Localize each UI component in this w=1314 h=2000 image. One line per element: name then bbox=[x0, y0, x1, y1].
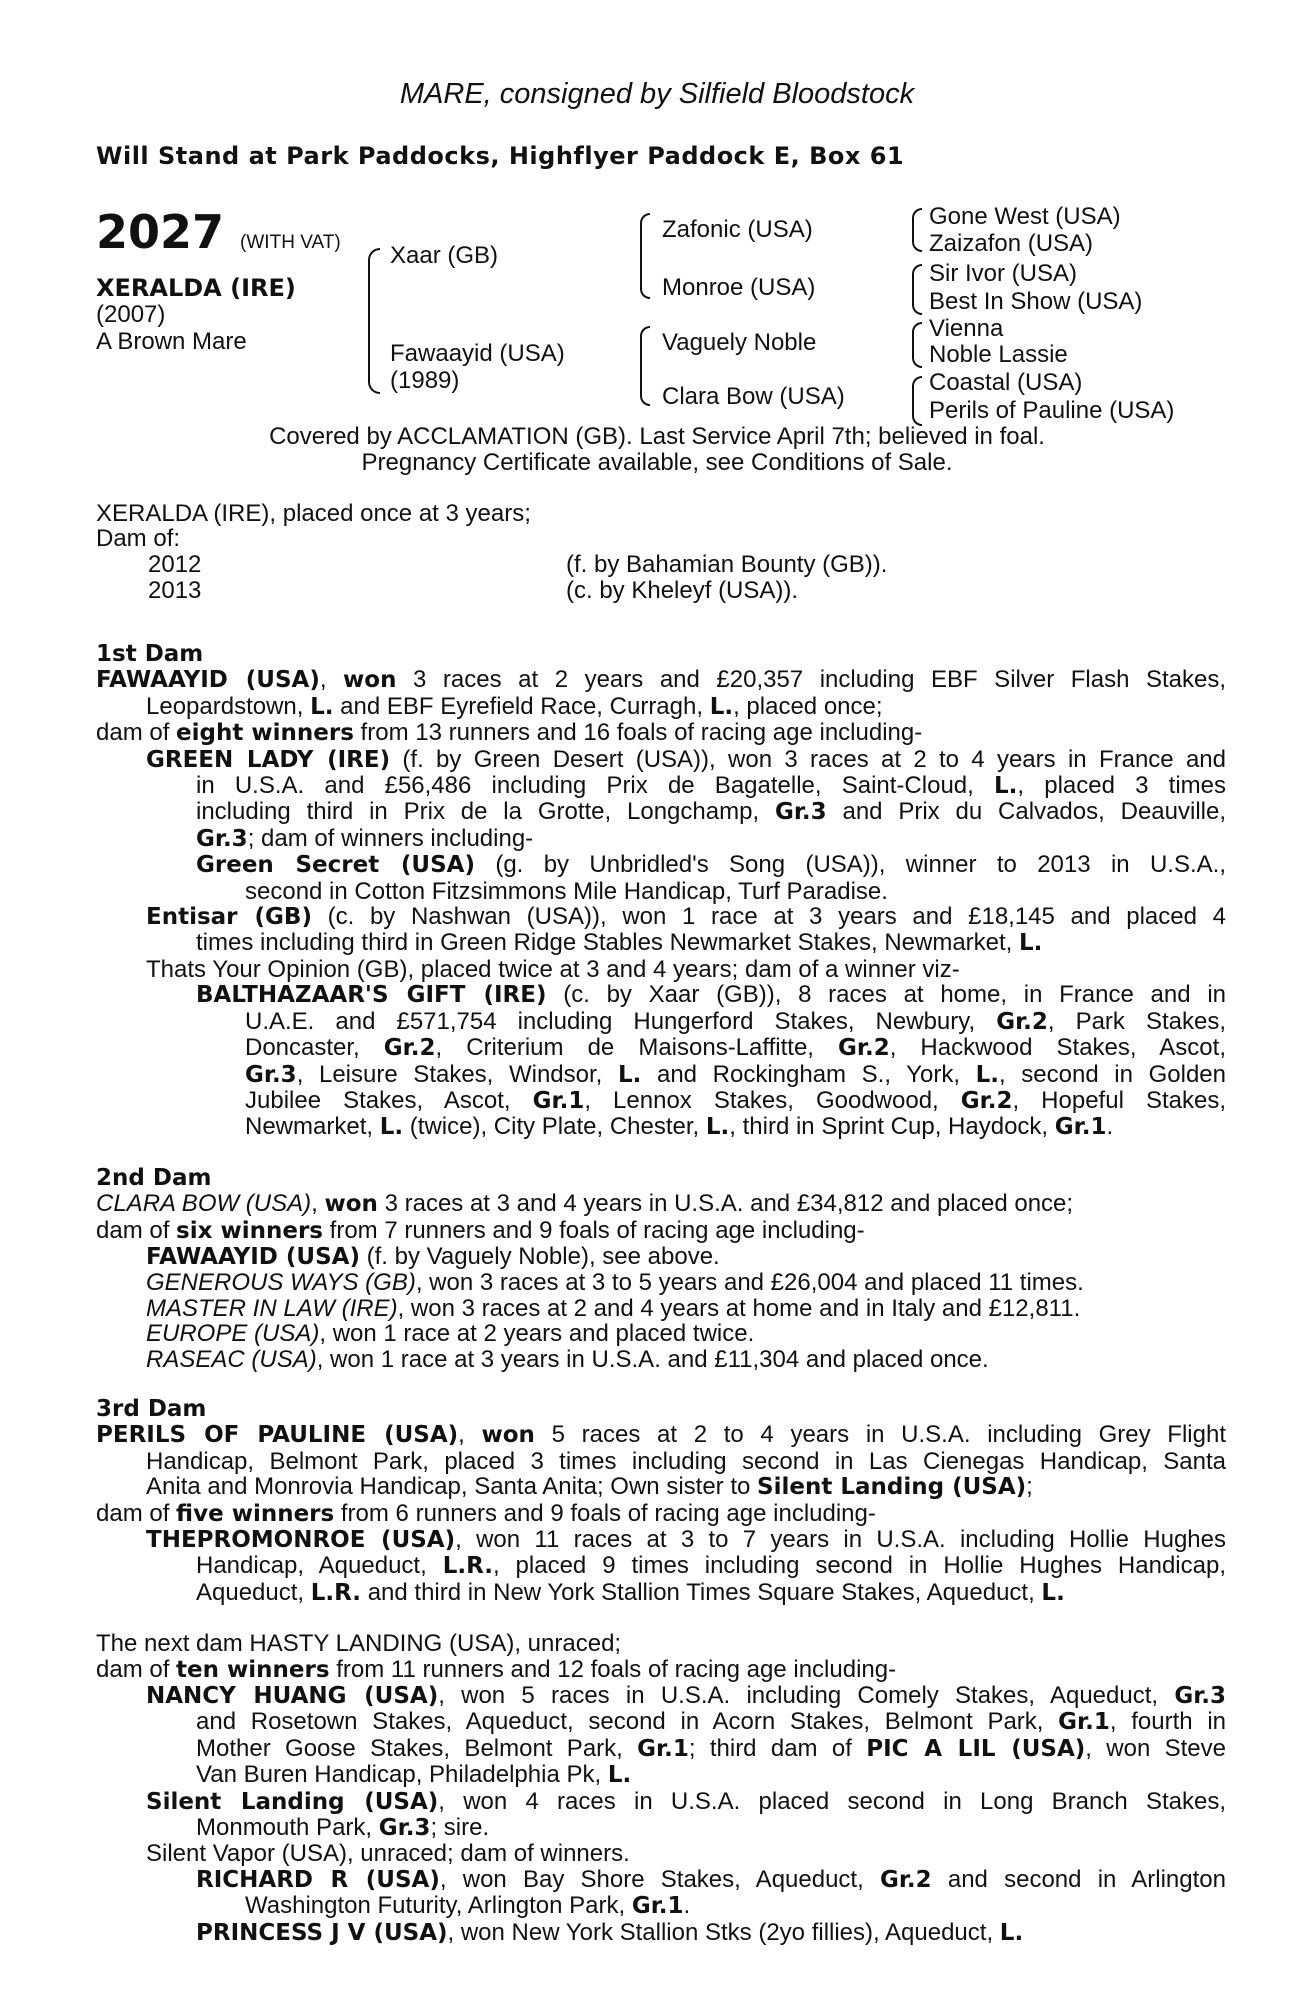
covered-by: Covered by ACCLAMATION (GB). Last Service April 7th; believed in foal. bbox=[269, 423, 1045, 450]
nextdam-line: dam of ten winners from 11 runners and 12 foals of racing age including- bbox=[96, 1655, 897, 1683]
pedigree-dam-sire: Vaguely Noble bbox=[662, 329, 817, 356]
progeny-line: GREEN LADY (IRE) (f. by Green Desert (USA)), won 3 races at 2 to 4 years in France and bbox=[146, 745, 1226, 773]
horse-name: XERALDA (IRE) bbox=[96, 274, 296, 302]
pregnancy-note: Pregnancy Certificate available, see Conditions of Sale. bbox=[361, 449, 953, 476]
pedigree-g6: Noble Lassie bbox=[929, 341, 1068, 368]
progeny-line: THEPROMONROE (USA), won 11 races at 3 to 7 years in U.S.A. including Hollie Hughes bbox=[146, 1526, 1226, 1553]
dam2-heading: 2nd Dam bbox=[96, 1164, 212, 1191]
progeny-line: Thats Your Opinion (GB), placed twice at 3 and 4 years; dam of a winner viz- bbox=[146, 955, 960, 983]
progeny-line: Green Secret (USA) (g. by Unbridled's Song (USA)), winner to 2013 in U.S.A., bbox=[196, 851, 1226, 879]
progeny-line: and Rosetown Stakes, Aqueduct, second in Acorn Stakes, Belmont Park, Gr.1, fourth in bbox=[196, 1708, 1226, 1736]
progeny-line: Gr.3, Leisure Stakes, Windsor, L. and Rockingham S., York, L., second in Golden bbox=[245, 1060, 1226, 1088]
pedigree-sire-sire: Zafonic (USA) bbox=[662, 216, 813, 243]
family-text bbox=[96, 642, 1226, 1946]
progeny-line: Jubilee Stakes, Ascot, Gr.1, Lennox Stakes, Goodwood, Gr.2, Hopeful Stakes, bbox=[245, 1086, 1226, 1114]
dam3-line: Anita and Monrovia Handicap, Santa Anita; Own sister to Silent Landing (USA); bbox=[146, 1473, 1033, 1501]
progeny-line: including third in Prix de la Grotte, Longchamp, Gr.3 and Prix du Calvados, Deauville, bbox=[196, 798, 1226, 826]
dam1-line: Leopardstown, L. and EBF Eyrefield Race, Curragh, L., placed once; bbox=[146, 692, 883, 720]
progeny-line: PRINCESS J V (USA), won New York Stallion Stks (2yo fillies), Aqueduct, L. bbox=[196, 1918, 1024, 1946]
dam3-line: Handicap, Belmont Park, placed 3 times including second in Las Cienegas Handicap, Santa bbox=[146, 1447, 1226, 1475]
pedigree-g8: Perils of Pauline (USA) bbox=[929, 397, 1175, 424]
progeny-line: RICHARD R (USA), won Bay Shore Stakes, Aqueduct, Gr.2 and second in Arlington bbox=[196, 1865, 1226, 1893]
pedigree-g5: Vienna bbox=[929, 315, 1004, 342]
progeny-line: Monmouth Park, Gr.3; sire. bbox=[196, 1814, 490, 1842]
progeny-line: U.A.E. and £571,754 including Hungerford Stakes, Newbury, Gr.2, Park Stakes, bbox=[245, 1007, 1227, 1035]
dam2-line: CLARA BOW (USA), won 3 races at 3 and 4 years in U.S.A. and £34,812 and placed once; bbox=[96, 1190, 1074, 1218]
progeny-line: Mother Goose Stakes, Belmont Park, Gr.1; third dam of PIC A LIL (USA), won Steve bbox=[196, 1734, 1227, 1762]
pedigree-sire: Xaar (GB) bbox=[390, 242, 499, 269]
pedigree-dam-year: (1989) bbox=[390, 367, 460, 394]
vat-note: (WITH VAT) bbox=[240, 232, 341, 253]
dam2-line: dam of six winners from 7 runners and 9 foals of racing age including- bbox=[96, 1216, 865, 1244]
horse-description: A Brown Mare bbox=[96, 328, 247, 355]
progeny-line: BALTHAZAAR'S GIFT (IRE) (c. by Xaar (GB)), 8 races at home, in France and in bbox=[196, 981, 1227, 1009]
nextdam-line: The next dam HASTY LANDING (USA), unraced; bbox=[96, 1630, 622, 1658]
section-gap bbox=[96, 1606, 1226, 1631]
pedigree-bracket bbox=[368, 248, 380, 394]
pedigree-g2: Zaizafon (USA) bbox=[929, 230, 1094, 257]
sire-line-bracket bbox=[640, 213, 650, 299]
horse-year: (2007) bbox=[96, 301, 166, 328]
pedigree-dam: Fawaayid (USA) bbox=[390, 340, 565, 367]
progeny-line: Van Buren Handicap, Philadelphia Pk, L. bbox=[196, 1761, 632, 1789]
progeny-line: times including third in Green Ridge Stables Newmarket Stakes, Newmarket, L. bbox=[196, 929, 1043, 957]
dam3-line: dam of five winners from 6 runners and 9 foals of racing age including- bbox=[96, 1499, 876, 1527]
g1-bracket bbox=[912, 208, 922, 252]
foal-detail-1: (f. by Bahamian Bounty (GB)). bbox=[566, 551, 888, 578]
progeny-line: RASEAC (USA), won 1 race at 3 years in U.S.A. and £11,304 and placed once. bbox=[146, 1345, 989, 1373]
intro-line: XERALDA (IRE), placed once at 3 years; bbox=[96, 500, 531, 527]
progeny-line: FAWAAYID (USA) (f. by Vaguely Noble), see above. bbox=[146, 1242, 720, 1270]
progeny-line: Washington Futurity, Arlington Park, Gr.1. bbox=[245, 1892, 691, 1920]
dam1-heading: 1st Dam bbox=[96, 641, 204, 667]
lot-price bbox=[96, 205, 341, 259]
progeny-line: Gr.3; dam of winners including- bbox=[196, 824, 534, 852]
g3-bracket bbox=[912, 322, 922, 368]
progeny-line: GENEROUS WAYS (GB), won 3 races at 3 to 5 years and £26,004 and placed 11 times. bbox=[146, 1269, 1084, 1297]
pedigree-g1: Gone West (USA) bbox=[929, 203, 1121, 230]
section-gap bbox=[96, 1372, 1226, 1397]
dam-of-label: Dam of: bbox=[96, 525, 181, 552]
pedigree-g4: Best In Show (USA) bbox=[929, 288, 1143, 315]
pedigree-sire-dam: Monroe (USA) bbox=[662, 274, 816, 301]
progeny-line: Aqueduct, L.R. and third in New York Stallion Times Square Stakes, Aqueduct, L. bbox=[196, 1578, 1065, 1606]
g4-bracket bbox=[912, 376, 922, 426]
consignment-header: MARE, consigned by Silfield Bloodstock bbox=[399, 78, 915, 110]
dam1-line: dam of eight winners from 13 runners and 16 foals of racing age including- bbox=[96, 719, 923, 747]
dam1-line: FAWAAYID (USA), won 3 races at 2 years and £20,357 including EBF Silver Flash Stakes, bbox=[96, 666, 1227, 694]
stand-location: Will Stand at Park Paddocks, Highflyer Paddock E, Box 61 bbox=[96, 142, 905, 170]
dam3-line: PERILS OF PAULINE (USA), won 5 races at 2 to 4 years in U.S.A. including Grey Flight bbox=[96, 1421, 1226, 1449]
progeny-line: MASTER IN LAW (IRE), won 3 races at 2 and 4 years at home and in Italy and £12,811. bbox=[146, 1294, 1081, 1322]
progeny-line: Doncaster, Gr.2, Criterium de Maisons-Laffitte, Gr.2, Hackwood Stakes, Ascot, bbox=[245, 1034, 1226, 1062]
progeny-line: Entisar (GB) (c. by Nashwan (USA)), won 1 race at 3 years and £18,145 and placed 4 bbox=[146, 903, 1226, 931]
progeny-line: EUROPE (USA), won 1 race at 2 years and placed twice. bbox=[146, 1320, 755, 1348]
pedigree-dam-dam: Clara Bow (USA) bbox=[662, 383, 845, 410]
lot-number: 2027 bbox=[96, 205, 225, 259]
progeny-line: second in Cotton Fitzsimmons Mile Handicap, Turf Paradise. bbox=[245, 877, 888, 905]
dam-line-bracket bbox=[640, 326, 650, 406]
foal-year-2: 2013 bbox=[148, 577, 202, 604]
g2-bracket bbox=[912, 264, 922, 315]
pedigree-g7: Coastal (USA) bbox=[929, 369, 1083, 396]
progeny-line: Handicap, Aqueduct, L.R., placed 9 times including second in Hollie Hughes Handicap, bbox=[196, 1552, 1226, 1580]
foal-year-1: 2012 bbox=[148, 551, 202, 578]
dam3-heading: 3rd Dam bbox=[96, 1395, 207, 1422]
section-gap bbox=[96, 1141, 1226, 1166]
progeny-line: NANCY HUANG (USA), won 5 races in U.S.A. including Comely Stakes, Aqueduct, Gr.3 bbox=[146, 1682, 1226, 1710]
pedigree-g3: Sir Ivor (USA) bbox=[929, 260, 1078, 287]
progeny-line: Newmarket, L. (twice), City Plate, Chester, L., third in Sprint Cup, Haydock, Gr.1. bbox=[245, 1113, 1114, 1141]
progeny-line: Silent Vapor (USA), unraced; dam of winners. bbox=[146, 1840, 630, 1868]
foal-detail-2: (c. by Kheleyf (USA)). bbox=[566, 577, 799, 604]
progeny-line: Silent Landing (USA), won 4 races in U.S.A. placed second in Long Branch Stakes, bbox=[146, 1787, 1227, 1815]
progeny-line: in U.S.A. and £56,486 including Prix de Bagatelle, Saint-Cloud, L., placed 3 times bbox=[196, 772, 1226, 800]
